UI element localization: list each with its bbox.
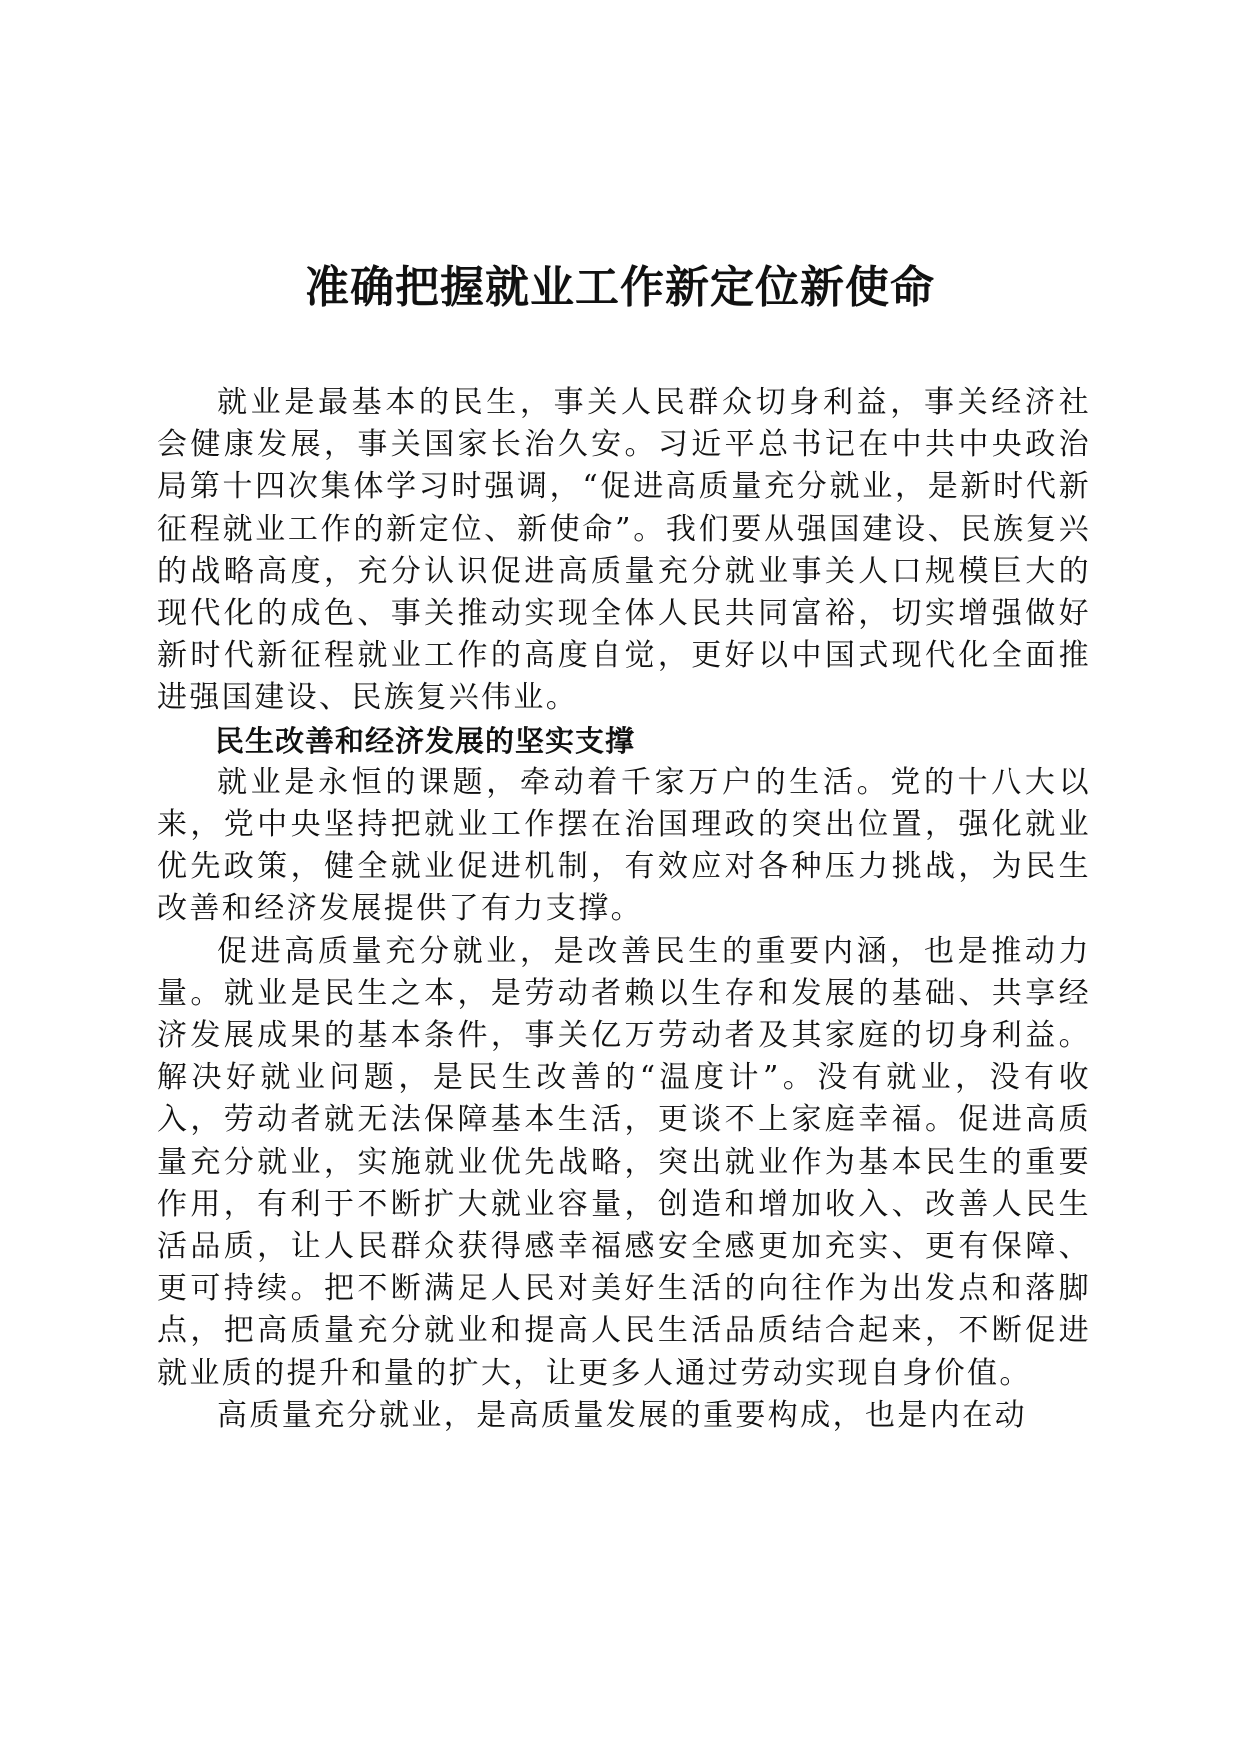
section-heading: 民生改善和经济发展的坚实支撑 bbox=[215, 723, 636, 758]
intro-paragraph: 就业是最基本的民生，事关人民群众切身利益，事关经济社会健康发展，事关国家长治久安。习近平总书记在中共中央政治局第十四次集体学习时强调，“促进高质量充分就业，是新时代新征程就业工作的新定位、新使命”。我们要从强国建设、民族复兴的战略高度，充分认识促进高质量充分就业事关人口规模巨大的现代化的成色、事关推动实现全体人民共同富裕，切实增强做好新时代新征程就业工作的高度自觉，更好以中国式现代化全面推进强国建设、民族复兴伟业。 bbox=[157, 385, 1091, 716]
body-paragraph-1: 就业是永恒的课题，牵动着千家万户的生活。党的十八大以来，党中央坚持把就业工作摆在治国理政的突出位置，强化就业优先政策，健全就业促进机制，有效应对各种压力挑战，为民生改善和经济发展提供了有力支撑。 bbox=[157, 764, 1091, 927]
document-body bbox=[157, 382, 1091, 1437]
document-title: 准确把握就业工作新定位新使命 bbox=[305, 262, 935, 313]
body-paragraph-2: 促进高质量充分就业，是改善民生的重要内涵，也是推动力量。就业是民生之本，是劳动者赖以生存和发展的基础、共享经济发展成果的基本条件，事关亿万劳动者及其家庭的切身利益。解决好就业问题，是民生改善的“温度计”。没有就业，没有收入，劳动者就无法保障基本生活，更谈不上家庭幸福。促进高质量充分就业，实施就业优先战略，突出就业作为基本民生的重要作用，有利于不断扩大就业容量，创造和增加收入、改善人民生活品质，让人民群众获得感幸福感安全感更加充实、更有保障、更可持续。把不断满足人民对美好生活的向往作为出发点和落脚点，把高质量充分就业和提高人民生活品质结合起来，不断促进就业质的提升和量的扩大，让更多人通过劳动实现自身价值。 bbox=[157, 933, 1091, 1391]
body-paragraph-3: 高质量充分就业，是高质量发展的重要构成，也是内在动 bbox=[217, 1397, 1027, 1433]
